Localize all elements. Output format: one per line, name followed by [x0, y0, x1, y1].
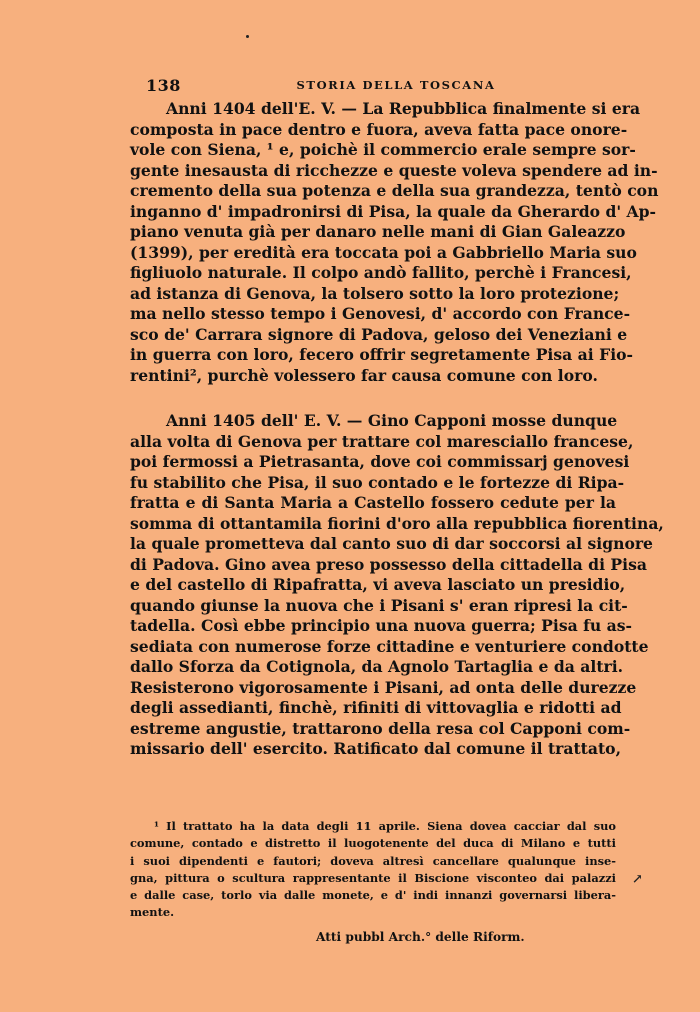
paragraph-gap: [130, 386, 616, 411]
text-line: (1399), per eredità era toccata poi a Gabbriello Maria suo: [130, 242, 637, 262]
text-line: di Padova. Gino avea preso possesso della cittadella di Pisa: [130, 554, 647, 574]
text-line: missario dell' esercito. Ratificato dal comune il trattato,: [130, 739, 622, 758]
text-line: gente inesausta di ricchezze e queste voleva spendere ad in-: [130, 160, 658, 180]
text-line: e del castello di Ripafratta, vi aveva lasciato un presidio,: [130, 575, 626, 594]
paragraph-1404: [130, 99, 659, 386]
text-line: Anni 1405 dell' E. V. — Gino Capponi mosse dunque: [166, 411, 618, 430]
text-line: alla volta di Genova per trattare col maresciallo francese,: [130, 431, 634, 451]
text-line: ad istanza di Genova, la tolsero sotto la loro protezione;: [130, 283, 620, 303]
text-line: sediata con numerose forze cittadine e venturiere condotte: [130, 636, 649, 656]
text-line: sco de' Carrara signore di Padova, geloso dei Veneziani e: [130, 324, 628, 344]
text-line: degli assedianti, finchè, rifiniti di vittovaglia e ridotti ad: [130, 698, 622, 717]
source-note: Atti pubbl Arch.° delle Riform.: [316, 930, 525, 944]
footnote-line: mente.: [130, 905, 175, 920]
text-line: ma nello stesso tempo i Genovesi, d' accordo con France-: [130, 304, 631, 323]
text-line: rentini², purchè volessero far causa comune con loro.: [130, 365, 598, 385]
text-line: Anni 1404 dell'E. V. — La Repubblica finalmente si era: [166, 99, 641, 118]
text-line: poi fermossi a Pietrasanta, dove coi commissarj genovesi: [130, 452, 630, 471]
text-line: tadella. Così ebbe principio una nuova guerra; Pisa fu as-: [130, 616, 632, 635]
text-line: dallo Sforza da Cotignola, da Agnolo Tartaglia e da altri.: [130, 657, 624, 676]
footnote-line: gna, pittura o scultura rappresentante il Biscione visconteo dai palazzi: [130, 870, 616, 885]
footnote-line: e dalle case, torlo via dalle monete, e d' indi innanzi governarsi libera-: [130, 888, 616, 903]
text-line: composta in pace dentro e fuora, aveva fatta pace onore-: [130, 119, 628, 139]
footnote: [130, 818, 616, 922]
text-line: Resisterono vigorosamente i Pisani, ad onta delle durezze: [130, 677, 637, 697]
text-line: fu stabilito che Pisa, il suo contado e le fortezze di Ripa-: [130, 472, 625, 492]
text-line: in guerra con loro, fecero offrir segretamente Pisa ai Fio-: [130, 345, 633, 364]
page-number: 138: [146, 76, 181, 95]
text-line: quando giunse la nuova che i Pisani s' eran ripresi la cit-: [130, 595, 628, 615]
text-line: inganno d' impadronirsi di Pisa, la quale da Gherardo d' Ap-: [130, 201, 657, 221]
text-line: somma di ottantamila fiorini d'oro alla repubblica fiorentina,: [130, 513, 664, 533]
paragraph-1405: [130, 411, 664, 760]
text-line: figliuolo naturale. Il colpo andò fallito, perchè i Francesi,: [130, 263, 632, 282]
text-line: cremento della sua potenza e della sua grandezza, tentò con: [130, 181, 659, 200]
pencil-mark-icon: ↗: [632, 872, 643, 887]
text-line: vole con Siena, ¹ e, poichè il commercio erale sempre sor-: [130, 140, 636, 159]
footnote-line: comune, contado e distretto il luogotenente del duca di Milano e tutti: [130, 836, 616, 851]
text-line: piano venuta già per danaro nelle mani di Gian Galeazzo: [130, 222, 626, 241]
text-line: la quale prometteva dal canto suo di dar soccorsi al signore: [130, 534, 653, 553]
text-line: estreme angustie, trattarono della resa col Capponi com-: [130, 718, 631, 738]
page-header: [146, 76, 616, 98]
body-text: [130, 99, 664, 760]
footnote-line: i suoi dipendenti e fautori; doveva altresì cancellare qualunque inse-: [130, 853, 616, 868]
running-head: STORIA DELLA TOSCANA: [296, 78, 496, 92]
footnote-line: ¹ Il trattato ha la data degli 11 aprile. Siena dovea cacciar dal suo: [154, 819, 616, 833]
ink-speck: [246, 35, 249, 38]
text-line: fratta e di Santa Maria a Castello fossero cedute per la: [130, 493, 616, 512]
